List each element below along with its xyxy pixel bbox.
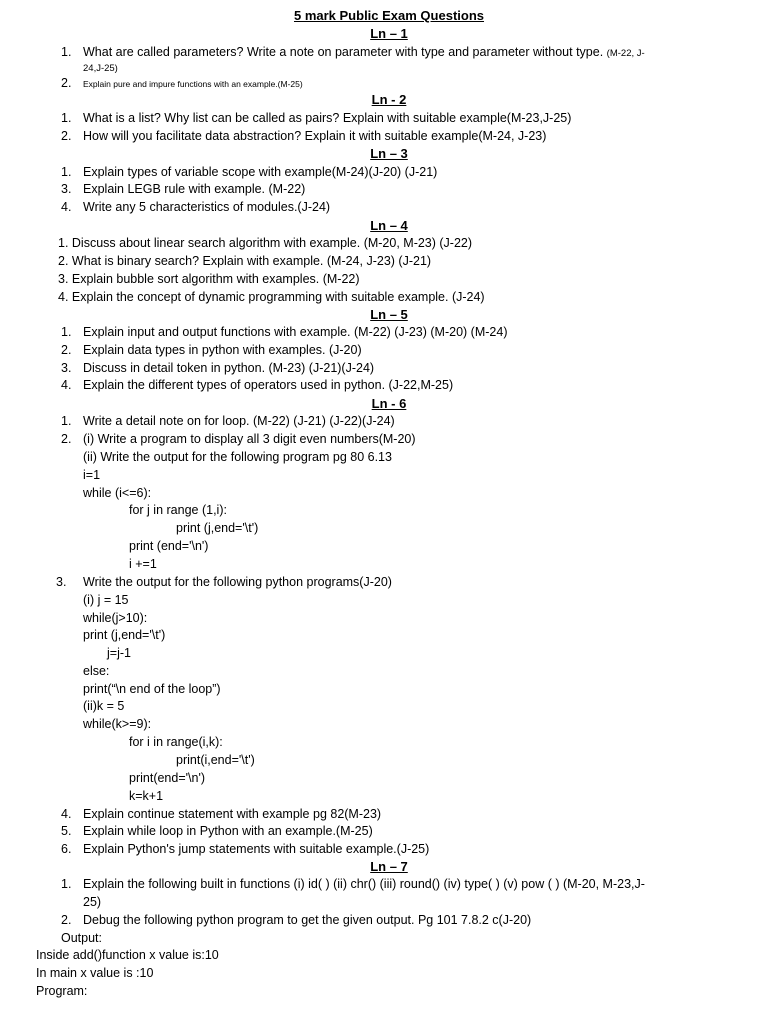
code-line: while(k>=9): xyxy=(83,717,152,731)
code-line: for i in range(i,k): xyxy=(129,735,223,749)
ln3-q4-text: Write any 5 characteristics of modules.(J-24) xyxy=(83,200,331,214)
code-line: i=1 xyxy=(83,468,101,482)
lesson-1-heading: Ln – 1 xyxy=(370,26,408,41)
code-line: print (end='\n') xyxy=(129,539,209,553)
ln6-q5-text: Explain while loop in Python with an example.(M-25) xyxy=(83,824,373,838)
ln1-q1-cont: 24,J-25) xyxy=(83,63,118,74)
code-line: k=k+1 xyxy=(129,789,164,803)
output-line: Inside add()function x value is:10 xyxy=(36,948,219,962)
ln2-q2-number: 2. xyxy=(61,129,72,143)
code-line: else: xyxy=(83,664,110,678)
ln4-q4: 4. Explain the concept of dynamic programming with suitable example. (J-24) xyxy=(58,290,485,304)
ln1-q2-number: 2. xyxy=(61,76,72,90)
ln7-q2-number: 2. xyxy=(61,913,72,927)
ln6-q6-number: 6. xyxy=(61,842,72,856)
code-line: for j in range (1,i): xyxy=(129,503,227,517)
code-line: i +=1 xyxy=(129,557,157,571)
ln6-q5-number: 5. xyxy=(61,824,72,838)
ln3-q3-text: Explain LEGB rule with example. (M-22) xyxy=(83,182,306,196)
ln4-q1: 1. Discuss about linear search algorithm with example. (M-20, M-23) (J-22) xyxy=(58,236,473,250)
lesson-7-heading: Ln – 7 xyxy=(370,859,408,874)
ln1-q2-text: Explain pure and impure functions with an example.(M-25) xyxy=(83,79,303,89)
ln5-q2-text: Explain data types in python with examples. (J-20) xyxy=(83,343,362,357)
ln3-q4-number: 4. xyxy=(61,200,72,214)
ln1-q1-ref: (M-22, J- xyxy=(606,48,645,59)
ln6-q1-number: 1. xyxy=(61,414,72,428)
ln1-q1 xyxy=(83,44,645,63)
ln3-q1-text: Explain types of variable scope with example(M-24)(J-20) (J-21) xyxy=(83,165,438,179)
lesson-4-heading: Ln – 4 xyxy=(370,218,408,233)
ln7-q2-text: Debug the following python program to get the given output. Pg 101 7.8.2 c(J-20) xyxy=(83,913,532,927)
ln2-q2-text: How will you facilitate data abstraction? Explain it with suitable example(M-24, J-23) xyxy=(83,129,547,143)
ln1-q1-text: What are called parameters? Write a note on parameter with type and parameter without type. xyxy=(83,45,604,59)
page-title: 5 mark Public Exam Questions xyxy=(293,8,485,23)
code-line: print (j,end='\t') xyxy=(176,521,259,535)
ln4-q3: 3. Explain bubble sort algorithm with examples. (M-22) xyxy=(58,272,360,286)
ln7-q1-cont: 25) xyxy=(83,895,102,909)
ln6-q6-text: Explain Python's jump statements with suitable example.(J-25) xyxy=(83,842,430,856)
ln2-q1-text: What is a list? Why list can be called as pairs? Explain with suitable example(M-23,J-25) xyxy=(83,111,572,125)
ln5-q3-number: 3. xyxy=(61,361,72,375)
ln1-q1-number: 1. xyxy=(61,45,72,59)
ln6-q2-sub: (ii) Write the output for the following program pg 80 6.13 xyxy=(83,450,392,464)
ln6-q4-number: 4. xyxy=(61,807,72,821)
ln4-q2: 2. What is binary search? Explain with example. (M-24, J-23) (J-21) xyxy=(58,254,432,268)
code-line: print (j,end='\t') xyxy=(83,628,166,642)
lesson-6-heading: Ln - 6 xyxy=(371,396,407,411)
ln6-q2-text: (i) Write a program to display all 3 digit even numbers(M-20) xyxy=(83,432,416,446)
ln5-q1-text: Explain input and output functions with example. (M-22) (J-23) (M-20) (M-24) xyxy=(83,325,508,339)
code-line: print(“\n end of the loop”) xyxy=(83,682,221,696)
output-line: In main x value is :10 xyxy=(36,966,154,980)
ln2-q1-number: 1. xyxy=(61,111,72,125)
ln5-q1-number: 1. xyxy=(61,325,72,339)
ln7-q1-number: 1. xyxy=(61,877,72,891)
ln7-q1-text: Explain the following built in functions (i) id( ) (ii) chr() (iii) round() (iv) type( ) (v) pow ( ) (M-20, M-23,J- xyxy=(83,877,645,891)
code-line: (ii)k = 5 xyxy=(83,699,125,713)
code-line: while(j>10): xyxy=(83,611,148,625)
program-label: Program: xyxy=(36,984,88,998)
code-line: j=j-1 xyxy=(107,646,131,660)
ln5-q4-number: 4. xyxy=(61,378,72,392)
lesson-3-heading: Ln – 3 xyxy=(370,146,408,161)
ln6-q1-text: Write a detail note on for loop. (M-22) (J-21) (J-22)(J-24) xyxy=(83,414,395,428)
code-line: print(i,end='\t') xyxy=(176,753,255,767)
code-line: while (i<=6): xyxy=(83,486,152,500)
ln5-q2-number: 2. xyxy=(61,343,72,357)
code-line: (i) j = 15 xyxy=(83,593,129,607)
ln5-q3-text: Discuss in detail token in python. (M-23) (J-21)(J-24) xyxy=(83,361,375,375)
ln6-q4-text: Explain continue statement with example pg 82(M-23) xyxy=(83,807,382,821)
ln6-q3-text: Write the output for the following python programs(J-20) xyxy=(83,575,392,589)
output-label: Output: xyxy=(61,931,102,945)
ln6-q3-number: 3. xyxy=(56,575,67,589)
code-line: print(end='\n') xyxy=(129,771,205,785)
lesson-5-heading: Ln – 5 xyxy=(370,307,408,322)
lesson-2-heading: Ln - 2 xyxy=(371,92,407,107)
ln6-q2-number: 2. xyxy=(61,432,72,446)
ln3-q1-number: 1. xyxy=(61,165,72,179)
ln3-q3-number: 3. xyxy=(61,182,72,196)
ln5-q4-text: Explain the different types of operators used in python. (J-22,M-25) xyxy=(83,378,454,392)
